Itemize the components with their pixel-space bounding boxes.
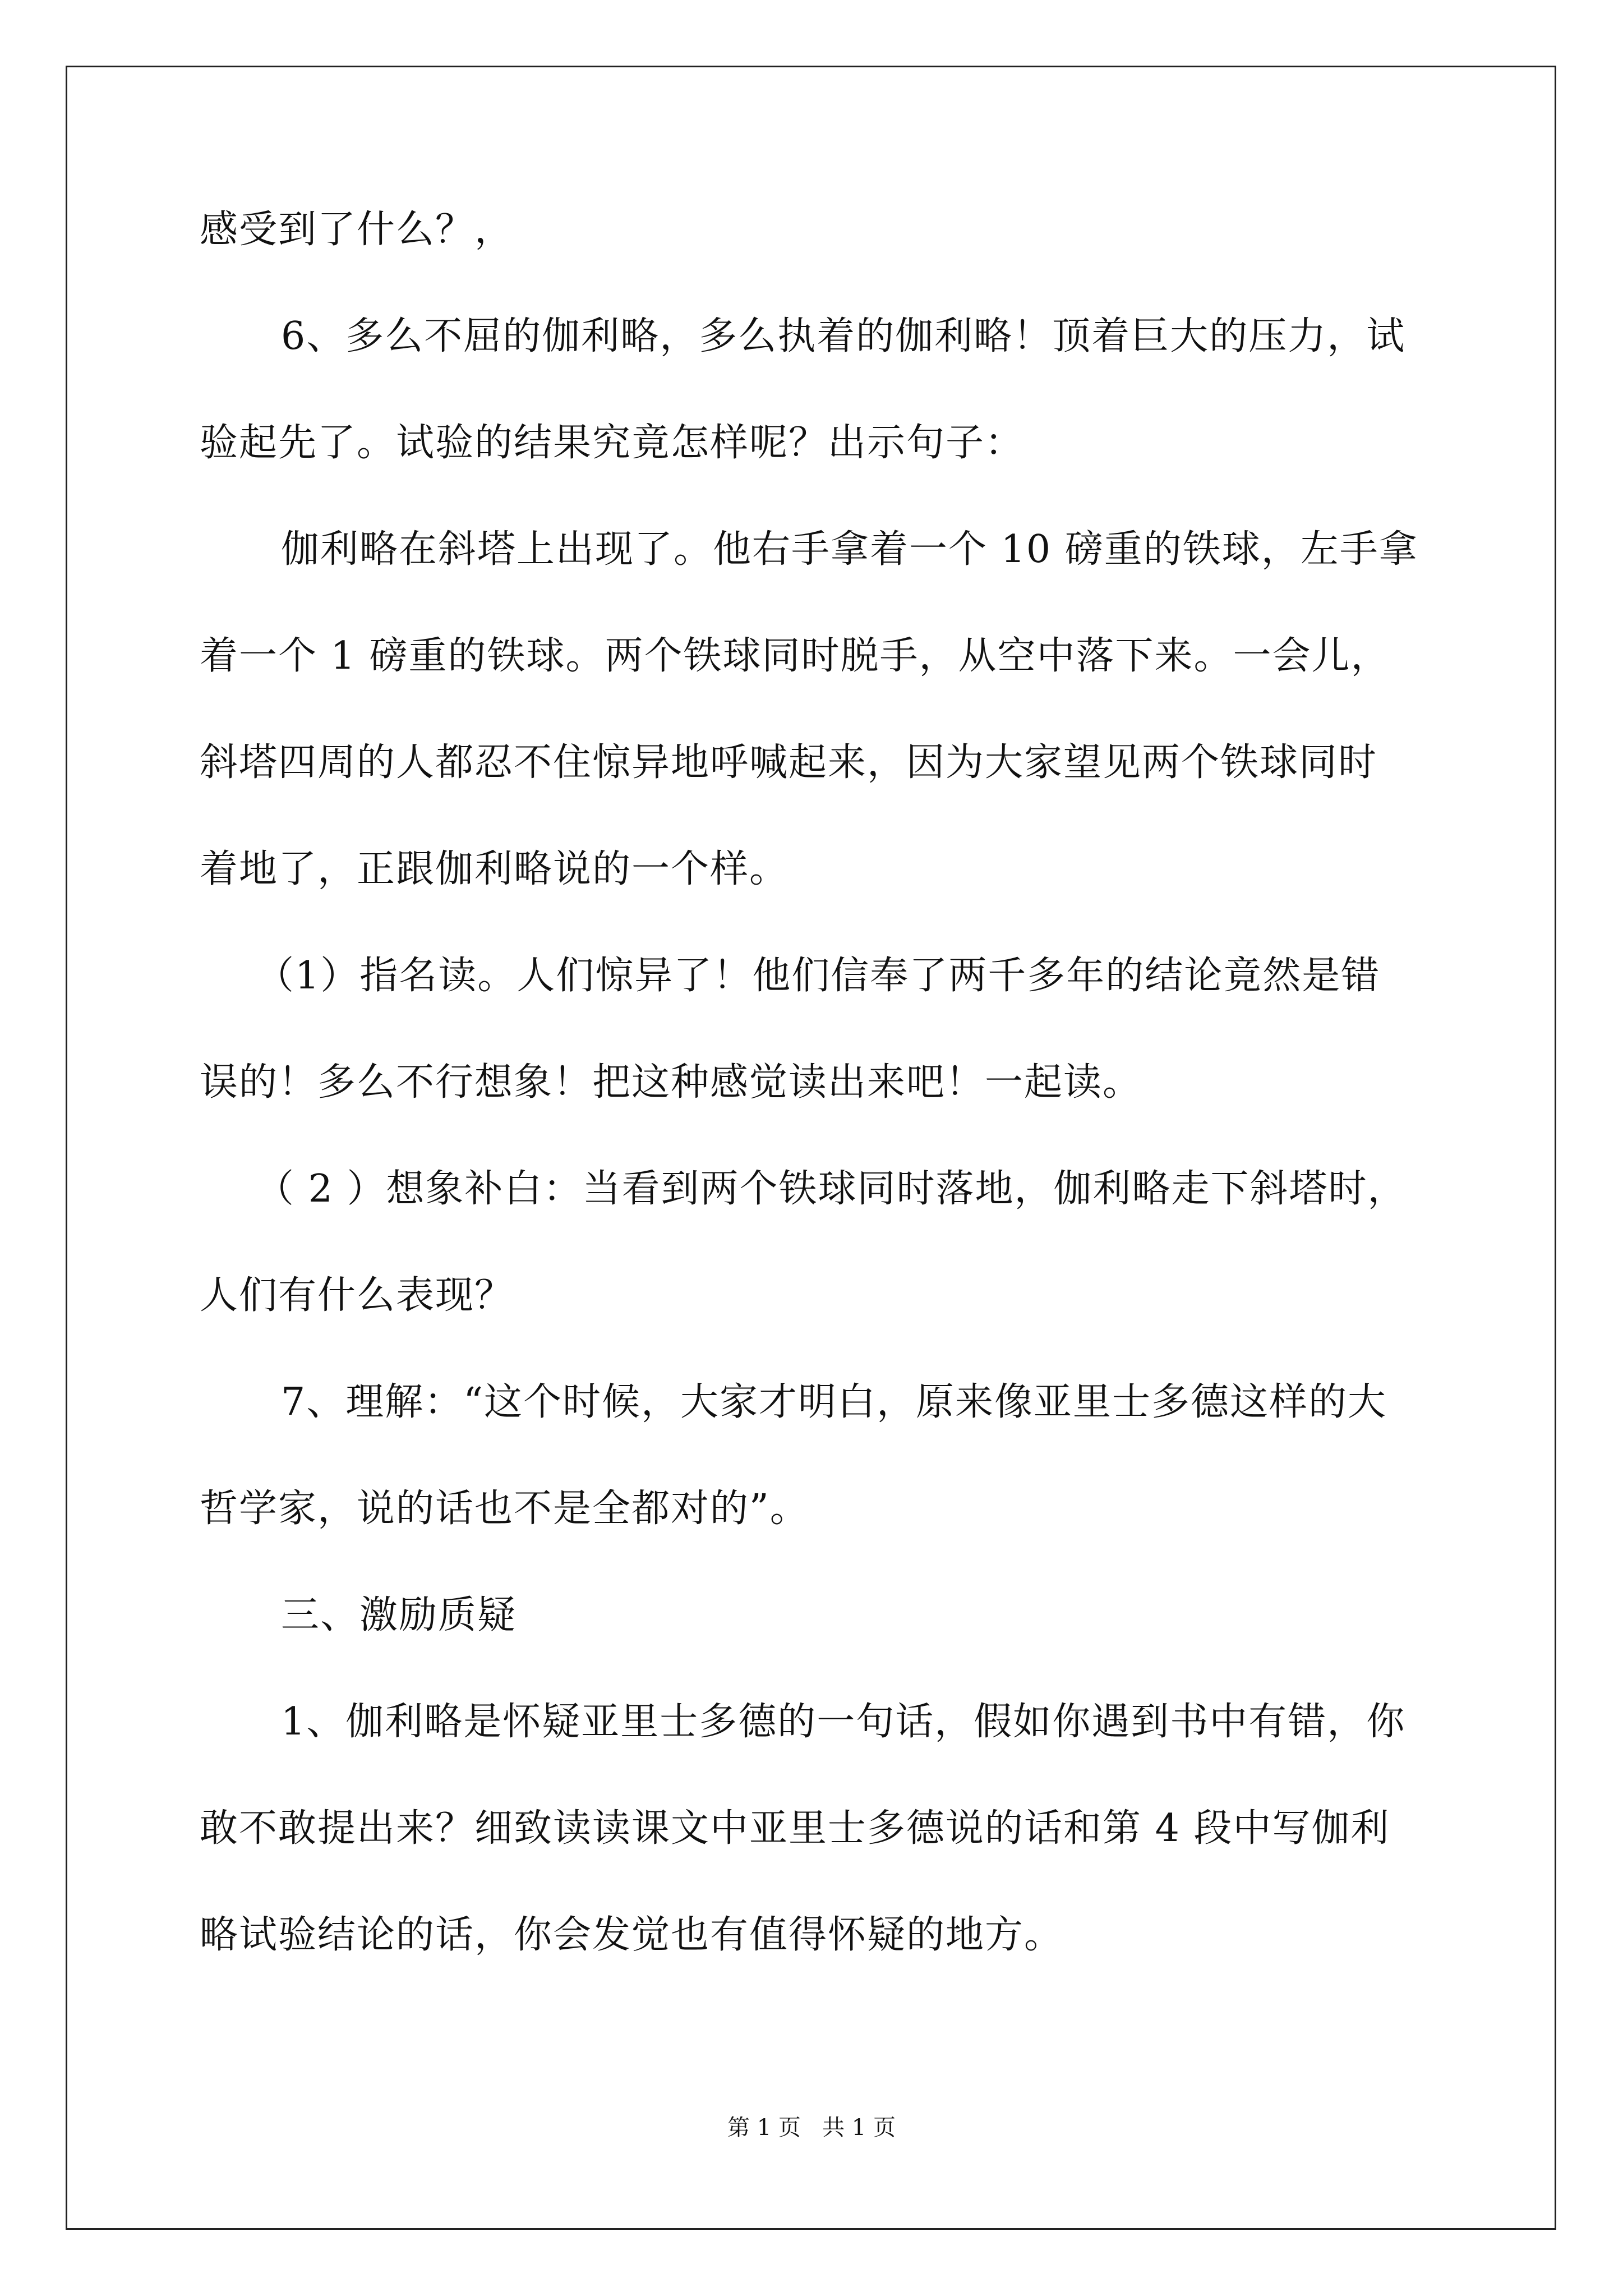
text-line: 验起先了。试验的结果究竟怎样呢？出示句子： (200, 421, 1025, 465)
text-line: 着地了，正跟伽利略说的一个样。 (200, 847, 789, 891)
text-line: 1、伽利略是怀疑亚里士多德的一句话，假如你遇到书中有错，你 (281, 1700, 1406, 1744)
text-line: 伽利略在斜塔上出现了。他右手拿着一个 10 磅重的铁球，左手拿 (281, 527, 1418, 572)
text-line: 着一个 1 磅重的铁球。两个铁球同时脱手，从空中落下来。一会儿， (200, 634, 1390, 678)
text-line: （1）指名读。人们惊异了！他们信奉了两千多年的结论竟然是错 (256, 954, 1381, 998)
page-border (66, 66, 1556, 2230)
text-line: 哲学家，说的话也不是全都对的”。 (200, 1487, 809, 1531)
page-footer: 第 1 页 共 1 页 (727, 2115, 896, 2141)
text-line: 敢不敢提出来？细致读读课文中亚里士多德说的话和第 4 段中写伽利 (200, 1806, 1390, 1851)
text-line: 7、理解：“这个时候，大家才明白，原来像亚里士多德这样的大 (281, 1380, 1387, 1424)
section-heading: 三、激励质疑 (281, 1593, 517, 1637)
text-line: 感受到了什么？， (200, 208, 514, 252)
text-line: （ 2 ）想象补白：当看到两个铁球同时落地，伽利略走下斜塔时， (256, 1167, 1407, 1211)
text-line: 人们有什么表现？ (200, 1273, 514, 1318)
text-line: 误的！多么不行想象！把这种感觉读出来吧！一起读。 (200, 1060, 1142, 1105)
text-line: 6、多么不屈的伽利略，多么执着的伽利略！顶着巨大的压力，试 (281, 314, 1406, 358)
text-line: 斜塔四周的人都忍不住惊异地呼喊起来，因为大家望见两个铁球同时 (200, 740, 1378, 785)
text-line: 略试验结论的话，你会发觉也有值得怀疑的地方。 (200, 1913, 1064, 1957)
